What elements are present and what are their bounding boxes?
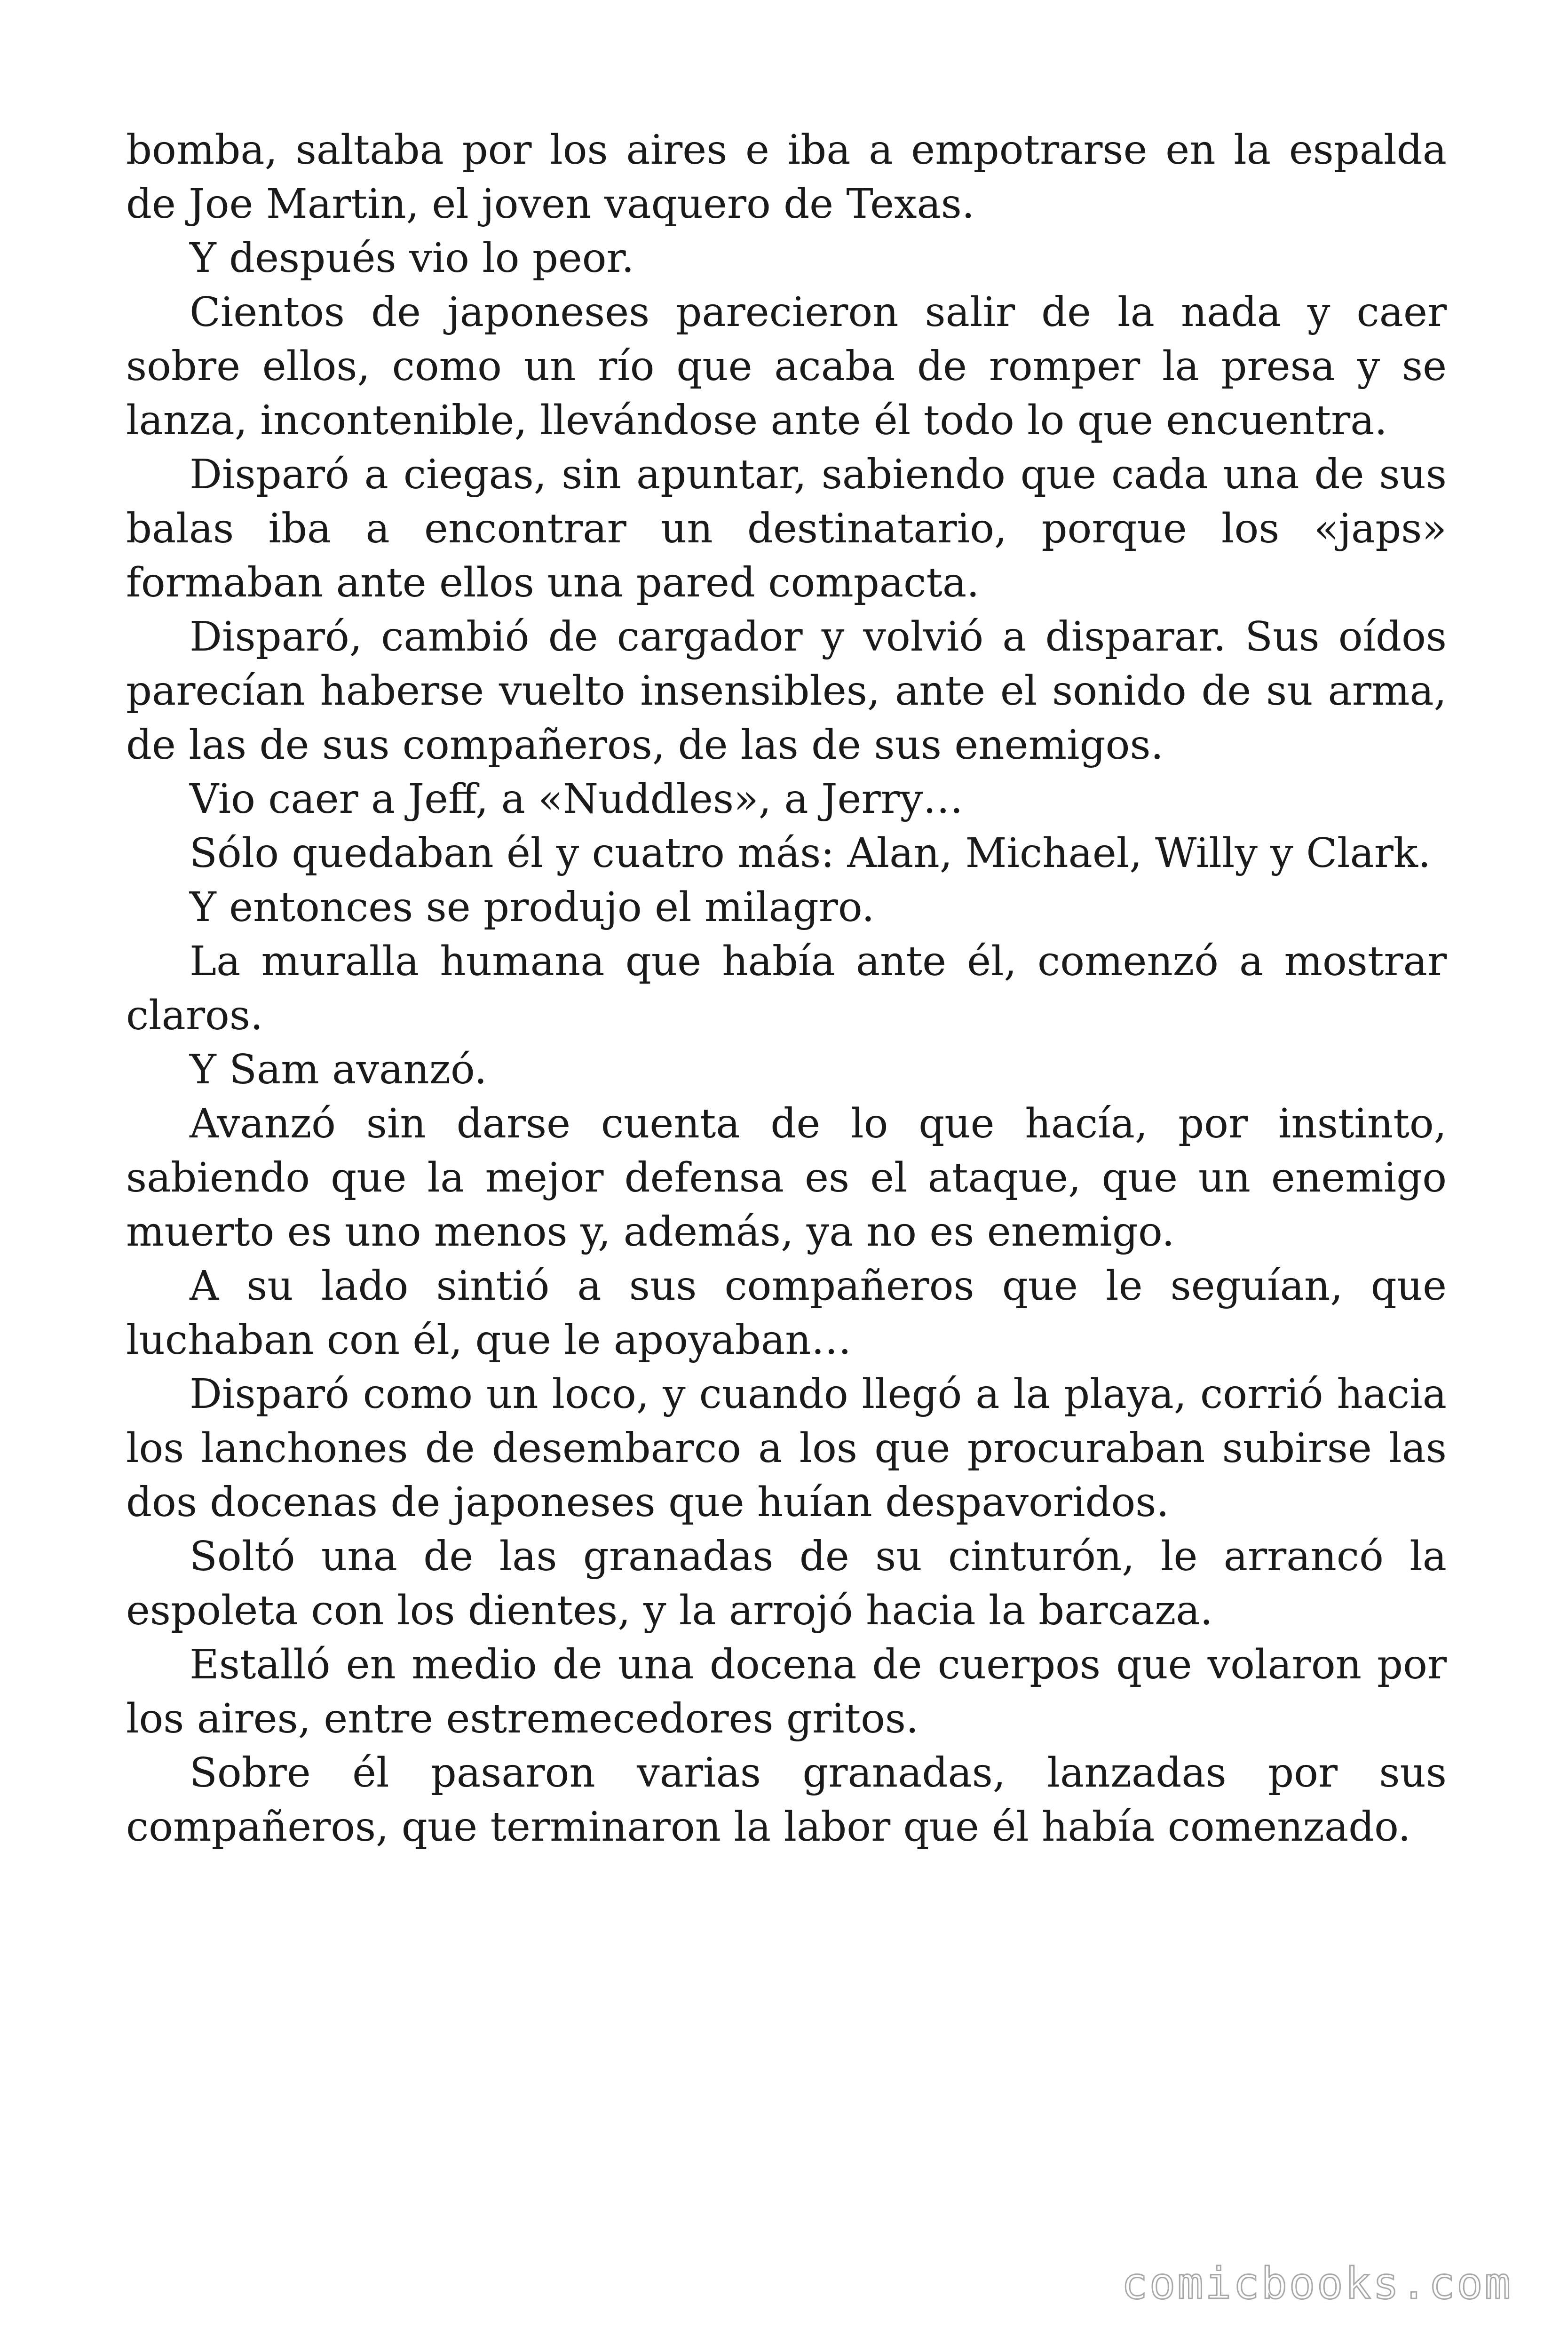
- paragraph-3: Cientos de japoneses parecieron salir de la nada y caer sobre ellos, como un río que acaba de romper la presa y se lanza, incontenible, llevándose ante él todo lo que encuentra.: [126, 289, 1447, 444]
- paragraph-9: La muralla humana que había ante él, comenzó a mostrar claros.: [126, 938, 1447, 1039]
- paragraph-16: Sobre él pasaron varias granadas, lanzadas por sus compañeros, que terminaron la labor que él había comenzado.: [126, 1749, 1447, 1851]
- paragraph-2: Y después vio lo peor.: [190, 235, 634, 282]
- paragraph-5: Disparó, cambió de cargador y volvió a disparar. Sus oídos parecían haberse vuelto insensibles, ante el sonido de su arma, de las de sus compañeros, de las de sus enemigos.: [126, 613, 1447, 769]
- paragraph-13: Disparó como un loco, y cuando llegó a la playa, corrió hacia los lanchones de desembarco a los que procuraban subirse las dos docenas de japoneses que huían despavoridos.: [126, 1371, 1447, 1526]
- paragraph-1: bomba, saltaba por los aires e iba a empotrarse en la espalda de Joe Martin, el joven vaquero de Texas.: [126, 127, 1447, 228]
- paragraph-15: Estalló en medio de una docena de cuerpos que volaron por los aires, entre estremecedores gritos.: [126, 1641, 1447, 1742]
- paragraph-11: Avanzó sin darse cuenta de lo que hacía, por instinto, sabiendo que la mejor defensa es el ataque, que un enemigo muerto es uno menos y, además, ya no es enemigo.: [126, 1100, 1447, 1255]
- paragraph-4: Disparó a ciegas, sin apuntar, sabiendo que cada una de sus balas iba a encontrar un destinatario, porque los «japs» formaban ante ellos una pared compacta.: [126, 451, 1447, 606]
- paragraph-7: Sólo quedaban él y cuatro más: Alan, Michael, Willy y Clark.: [190, 830, 1431, 877]
- page-body-text: [126, 123, 1447, 1854]
- paragraph-14: Soltó una de las granadas de su cinturón, le arrancó la espoleta con los dientes, y la arrojó hacia la barcaza.: [126, 1533, 1447, 1634]
- paragraph-10: Y Sam avanzó.: [190, 1046, 487, 1093]
- paragraph-8: Y entonces se produjo el milagro.: [190, 884, 875, 931]
- site-watermark: comicbooks.com: [1121, 2258, 1513, 2309]
- paragraph-6: Vio caer a Jeff, a «Nuddles», a Jerry…: [190, 776, 964, 823]
- paragraph-12: A su lado sintió a sus compañeros que le seguían, que luchaban con él, que le apoyaban…: [126, 1263, 1447, 1364]
